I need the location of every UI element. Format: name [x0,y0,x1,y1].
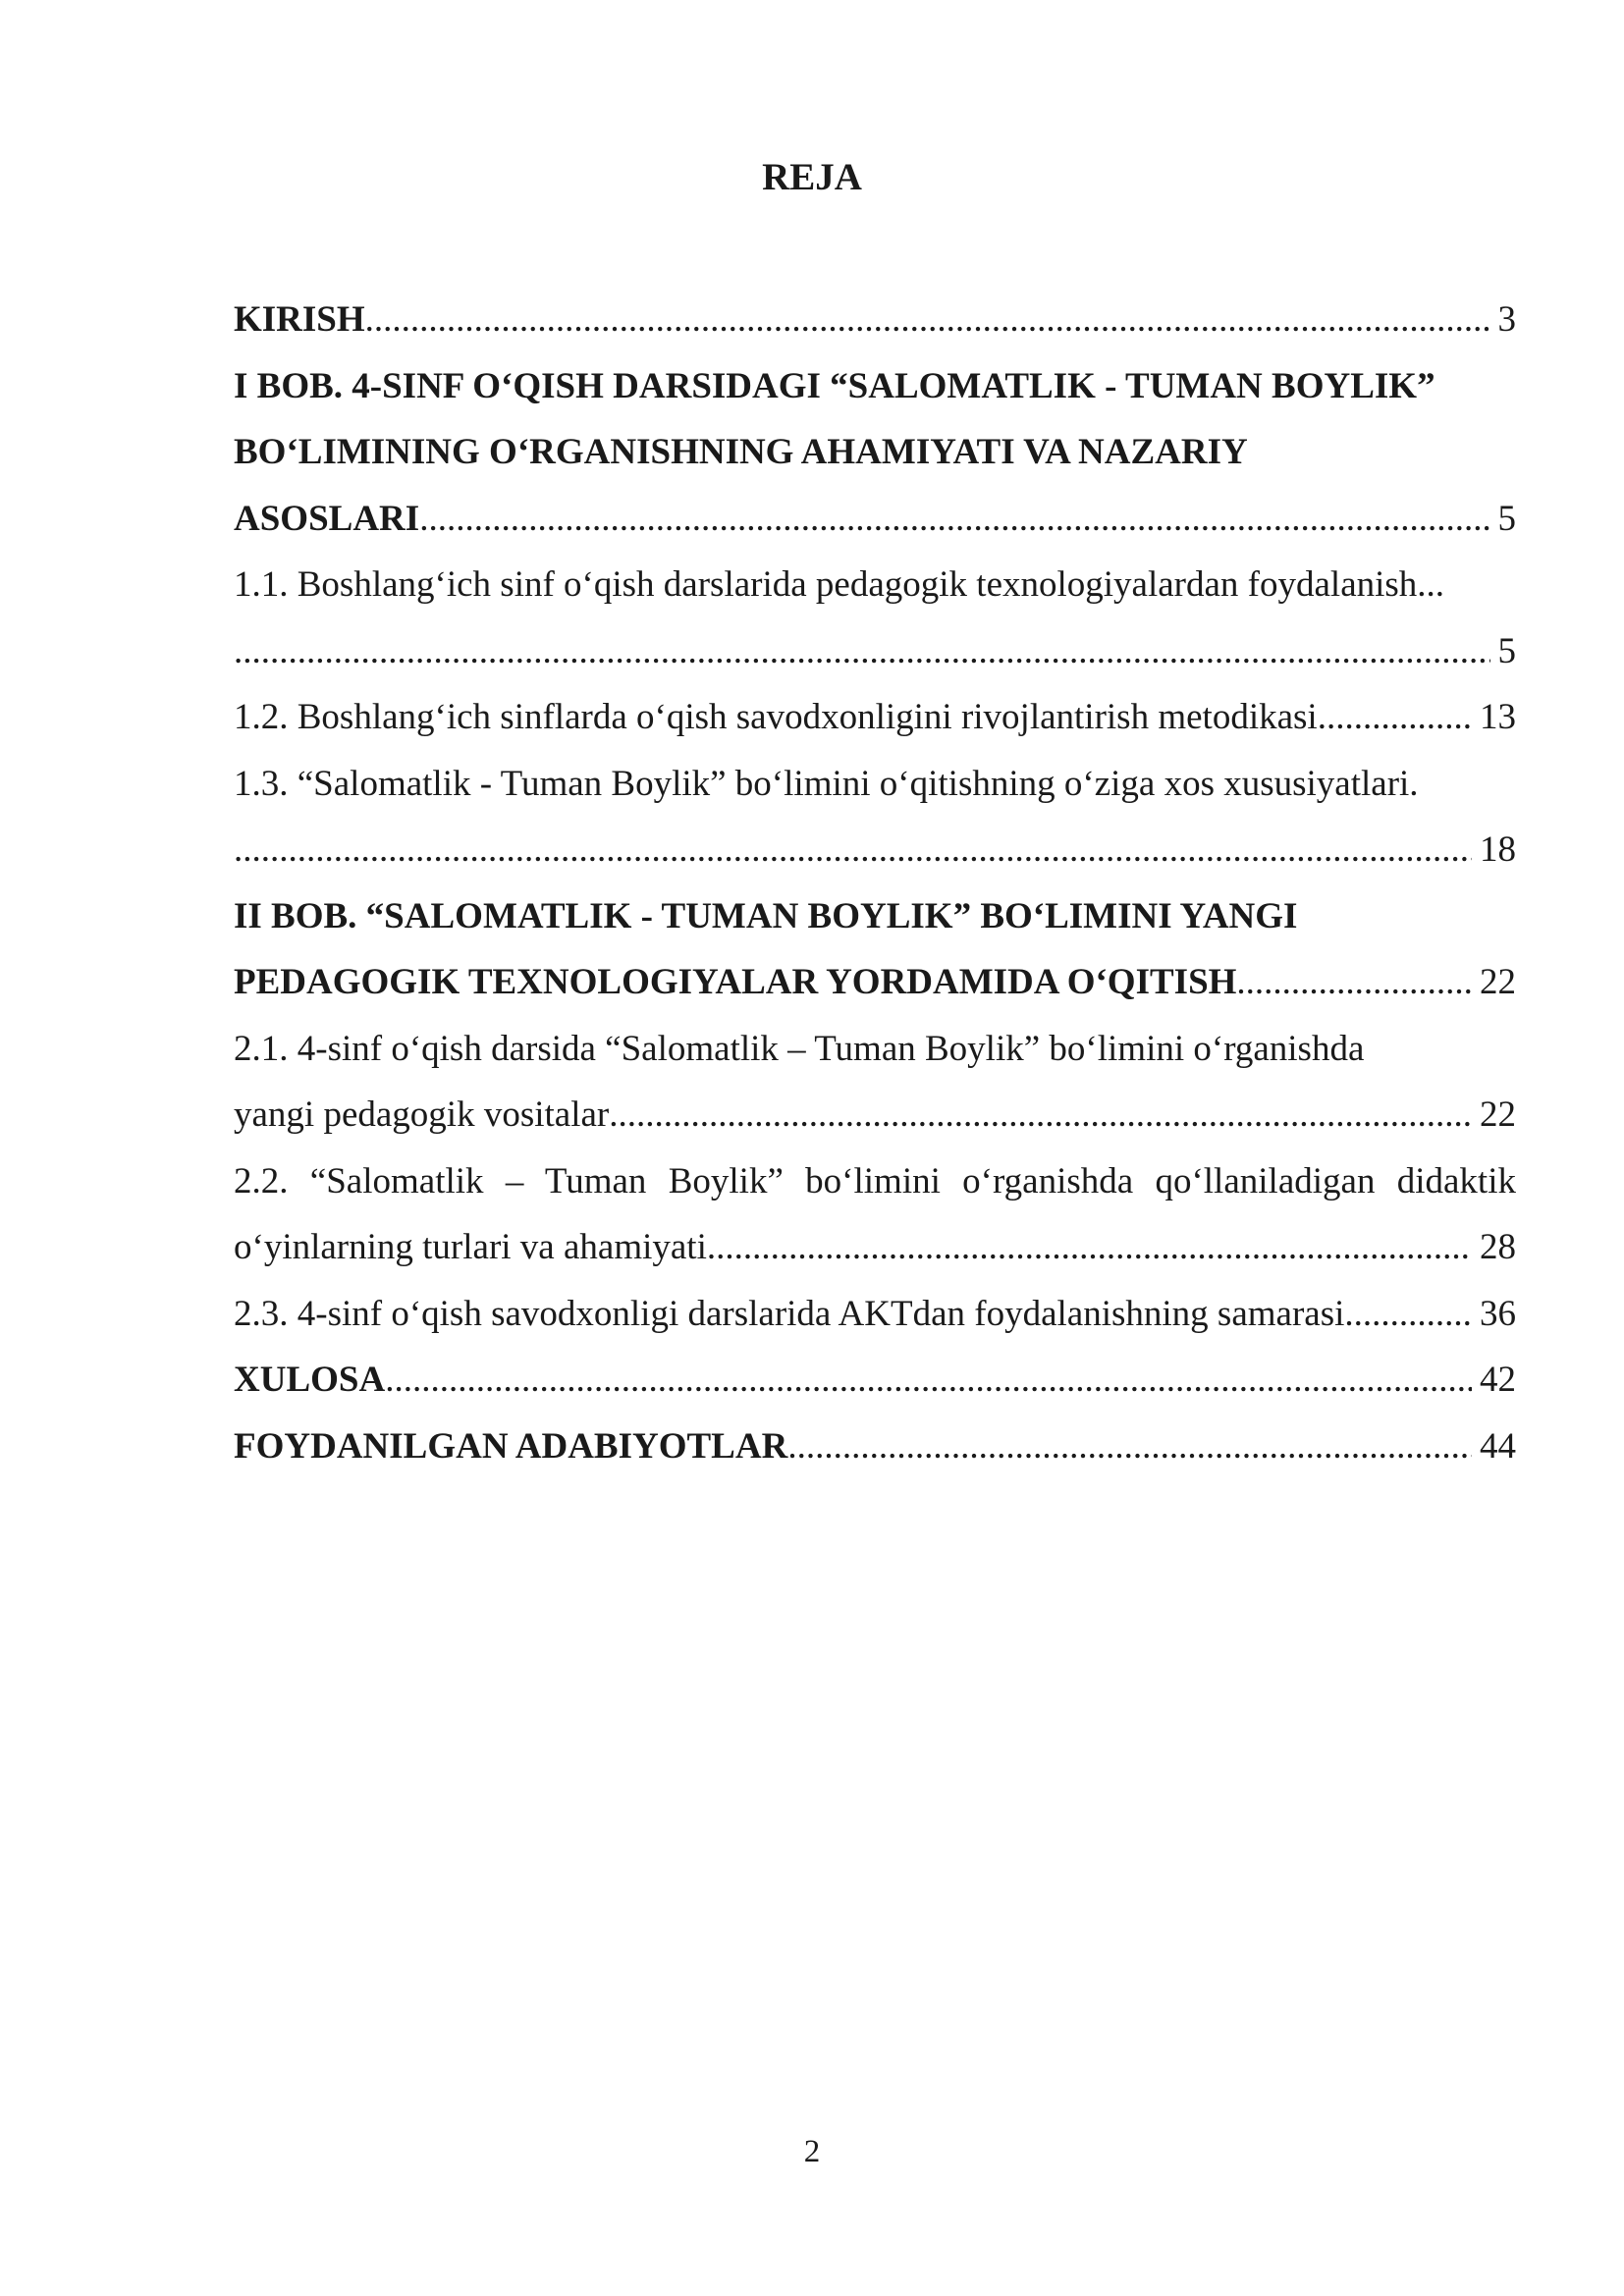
toc-page-number: 5 [1497,630,1516,671]
toc-page-number: 18 [1480,829,1516,870]
toc-entry-2-1-line-1[interactable] [234,1016,1516,1083]
page-number: 2 [803,2134,821,2169]
dot-leader [234,817,1472,883]
dot-leader [365,287,1490,353]
toc-entry-label: KIRISH [234,299,365,340]
toc-entry-chapter-2-line-1[interactable] [234,883,1516,950]
toc-entry-label: XULOSA [234,1360,386,1400]
toc-entry-label: II BOB. “SALOMATLIK - TUMAN BOYLIK” BO‘LIMINI YANGI [234,895,1298,936]
dot-leader [419,486,1489,553]
toc-entry-xulosa[interactable] [234,1347,1516,1414]
dot-leader [234,618,1490,685]
toc-entry-chapter-1-line-1[interactable] [234,353,1516,420]
toc-page-number: 22 [1480,962,1516,1002]
toc-entry-1-3-line-1[interactable] [234,751,1516,818]
toc-page-number: 5 [1497,498,1516,539]
toc-entry-label: yangi pedagogik vositalar [234,1095,610,1135]
toc-entry-2-2-line-1[interactable] [234,1148,1516,1215]
toc-entry-2-2-line-2[interactable] [234,1214,1516,1281]
toc-entry-2-3[interactable] [234,1281,1516,1348]
toc-entry-label: ASOSLARI [234,498,420,539]
table-of-contents [234,287,1516,1479]
toc-page-number: 13 [1480,697,1516,737]
dot-leader [1318,684,1472,751]
toc-entry-label: BO‘LIMINING O‘RGANISHNING AHAMIYATI VA NAZARIY [234,432,1248,472]
toc-page-number: 22 [1480,1095,1516,1135]
toc-entry-adabiyotlar[interactable] [234,1414,1516,1480]
toc-entry-chapter-1-line-3[interactable] [234,486,1516,553]
toc-entry-label: I BOB. 4-SINF O‘QISH DARSIDAGI “SALOMATLIK - TUMAN BOYLIK” [234,365,1435,406]
toc-entry-1-1-line-2[interactable] [234,618,1516,685]
toc-entry-label: 2.3. 4-sinf o‘qish savodxonligi darslarida AKTdan foydalanishning samarasi [234,1293,1345,1334]
toc-page-number: 42 [1480,1360,1516,1400]
toc-entry-chapter-1-line-2[interactable] [234,419,1516,486]
toc-entry-label: 1.1. Boshlang‘ich sinf o‘qish darslarida pedagogik texnologiyalardan foydalanish... [234,564,1445,605]
dot-leader [1236,949,1472,1016]
toc-entry-label: o‘yinlarning turlari va ahamiyati [234,1227,707,1267]
toc-entry-kirish[interactable] [234,287,1516,353]
toc-entry-1-2[interactable] [234,684,1516,751]
toc-page-number: 44 [1480,1425,1516,1467]
toc-entry-label: 1.3. “Salomatlik - Tuman Boylik” bo‘limini o‘qitishning o‘ziga xos xususiyatlari. [234,763,1419,804]
toc-page-number: 3 [1497,299,1516,340]
toc-entry-2-1-line-2[interactable] [234,1082,1516,1148]
toc-entry-label: 1.2. Boshlang‘ich sinflarda o‘qish savodxonligini rivojlantirish metodikasi [234,697,1318,737]
toc-page-number: 36 [1480,1293,1516,1334]
toc-entry-label: FOYDANILGAN ADABIYOTLAR [234,1425,788,1467]
toc-entry-1-3-line-2[interactable] [234,817,1516,883]
dot-leader [707,1214,1472,1281]
dot-leader [609,1082,1472,1148]
toc-entry-label: PEDAGOGIK TEXNOLOGIYALAR YORDAMIDA O‘QITISH [234,962,1237,1002]
dot-leader [385,1347,1472,1414]
page-title: REJA [762,156,862,198]
toc-entry-chapter-2-line-2[interactable] [234,949,1516,1016]
toc-page-number: 28 [1480,1227,1516,1267]
dot-leader [1344,1281,1472,1348]
dot-leader [787,1414,1472,1480]
toc-entry-1-1-line-1[interactable] [234,552,1516,618]
toc-entry-label: 2.2. “Salomatlik – Tuman Boylik” bo‘limini o‘rganishda qo‘llaniladigan didaktik [234,1160,1516,1201]
toc-entry-label: 2.1. 4-sinf o‘qish darsida “Salomatlik – Tuman Boylik” bo‘limini o‘rganishda [234,1028,1365,1069]
